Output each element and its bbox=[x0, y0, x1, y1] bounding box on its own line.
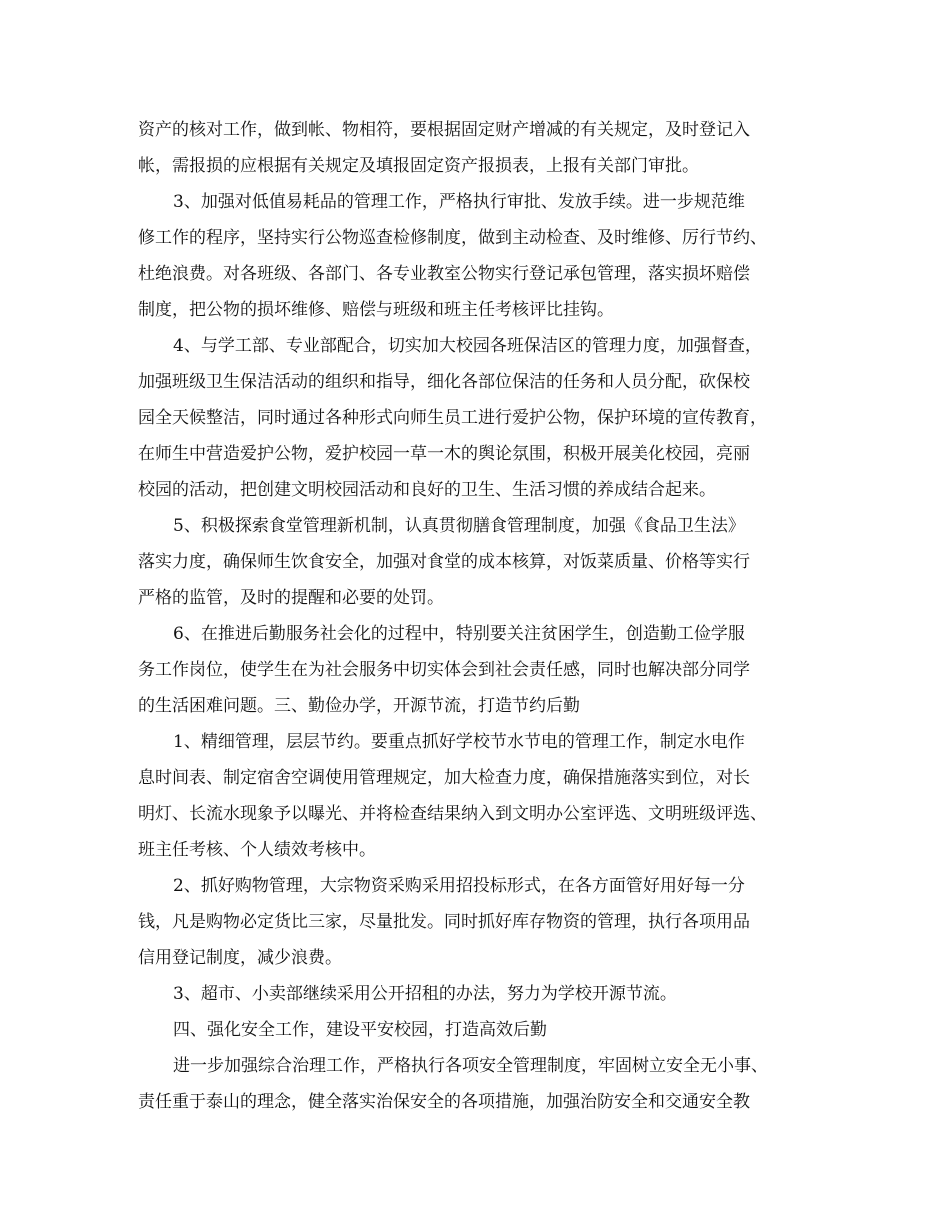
text-line: 四、强化安全工作，建设平安校园，打造高效后勤 bbox=[173, 1020, 547, 1040]
text-line: 严格的监管，及时的提醒和必要的处罚。 bbox=[138, 588, 444, 608]
text-line: 修工作的程序，坚持实行公物巡查检修制度，做到主动检查、及时维修、厉行节约、 bbox=[138, 228, 767, 248]
text-line: 责任重于泰山的理念，健全落实治保安全的各项措施，加强治防安全和交通安全教 bbox=[138, 1092, 750, 1112]
text-line: 信用登记制度，减少浪费。 bbox=[138, 948, 342, 968]
text-line: 1、精细管理，层层节约。要重点抓好学校节水节电的管理工作，制定水电作 bbox=[173, 732, 745, 752]
text-line: 园全天候整洁，同时通过各种形式向师生员工进行爱护公物，保护环境的宣传教育， bbox=[138, 408, 767, 428]
text-line: 进一步加强综合治理工作，严格执行各项安全管理制度，牢固树立安全无小事、 bbox=[173, 1056, 768, 1076]
text-line: 3、加强对低值易耗品的管理工作，严格执行审批、发放手续。进一步规范维 bbox=[173, 192, 745, 212]
text-line: 的生活困难问题。三、勤俭办学，开源节流，打造节约后勤 bbox=[138, 696, 580, 716]
text-line: 制度，把公物的损坏维修、赔偿与班级和班主任考核评比挂钩。 bbox=[138, 300, 614, 320]
text-line: 2、抓好购物管理，大宗物资采购采用招投标形式，在各方面管好用好每一分 bbox=[173, 876, 745, 896]
text-line: 3、超市、小卖部继续采用公开招租的办法，努力为学校开源节流。 bbox=[173, 984, 677, 1004]
text-line: 明灯、长流水现象予以曝光、并将检查结果纳入到文明办公室评选、文明班级评选、 bbox=[138, 804, 767, 824]
text-line: 钱，凡是购物必定货比三家，尽量批发。同时抓好库存物资的管理，执行各项用品 bbox=[138, 912, 750, 932]
text-line: 4、与学工部、专业部配合，切实加大校园各班保洁区的管理力度，加强督查， bbox=[173, 336, 762, 356]
text-line: 班主任考核、个人绩效考核中。 bbox=[138, 840, 376, 860]
document-body bbox=[138, 112, 818, 1120]
text-line: 息时间表、制定宿舍空调使用管理规定，加大检查力度，确保措施落实到位，对长 bbox=[138, 768, 750, 788]
text-line: 在师生中营造爱护公物，爱护校园一草一木的舆论氛围，积极开展美化校园，亮丽 bbox=[138, 444, 750, 464]
text-line: 杜绝浪费。对各班级、各部门、各专业教室公物实行登记承包管理，落实损坏赔偿 bbox=[138, 264, 750, 284]
text-line: 校园的活动，把创建文明校园活动和良好的卫生、生活习惯的养成结合起来。 bbox=[138, 480, 716, 500]
text-line: 务工作岗位，使学生在为社会服务中切实体会到社会责任感，同时也解决部分同学 bbox=[138, 660, 750, 680]
text-line: 帐，需报损的应根据有关规定及填报固定资产报损表，上报有关部门审批。 bbox=[138, 156, 699, 176]
text-line: 落实力度，确保师生饮食安全，加强对食堂的成本核算，对饭菜质量、价格等实行 bbox=[138, 552, 750, 572]
text-line: 6、在推进后勤服务社会化的过程中，特别要关注贫困学生，创造勤工俭学服 bbox=[173, 624, 745, 644]
text-line: 5、积极探索食堂管理新机制，认真贯彻膳食管理制度，加强《食品卫生法》 bbox=[173, 516, 745, 536]
text-line: 资产的核对工作，做到帐、物相符，要根据固定财产增减的有关规定，及时登记入 bbox=[138, 120, 750, 140]
text-line: 加强班级卫生保洁活动的组织和指导，细化各部位保洁的任务和人员分配，砍保校 bbox=[138, 372, 750, 392]
